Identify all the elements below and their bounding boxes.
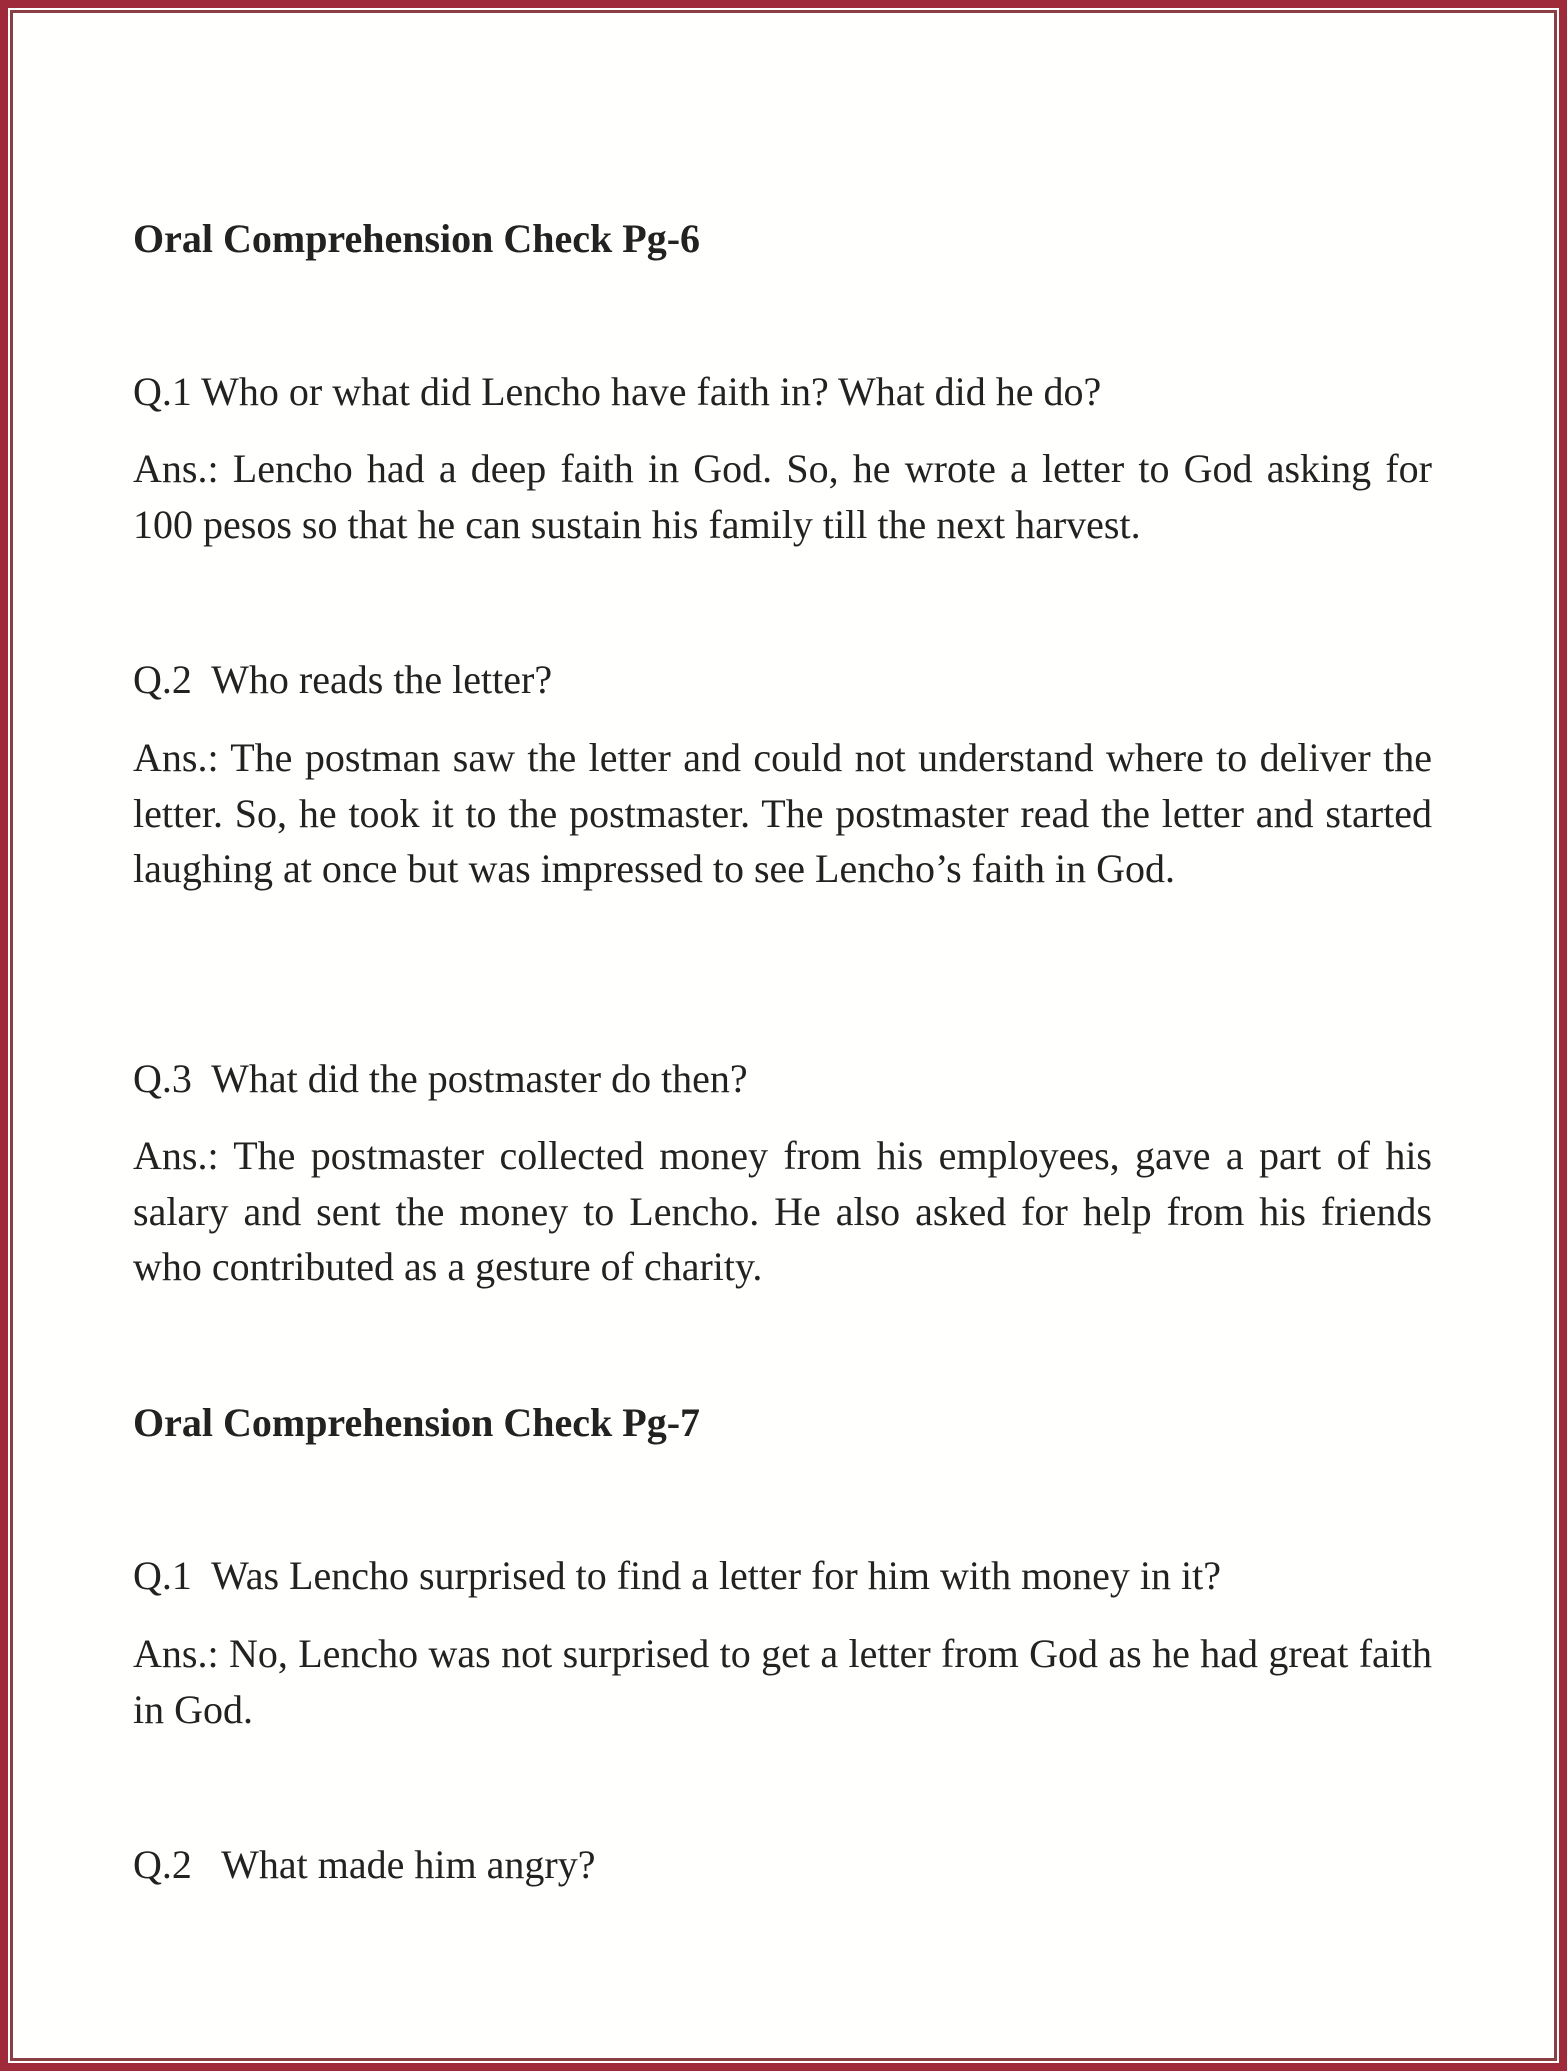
question-1-pg7: Q.1 Was Lencho surprised to find a letter for him with money in it? — [133, 1553, 1222, 1598]
section-heading-pg7: Oral Comprehension Check Pg-7 — [133, 1400, 701, 1445]
answer-1: Ans.: Lencho had a deep faith in God. So, he wrote a letter to God asking for 100 pesos so that he can sustain his family till the next harvest. — [133, 446, 1432, 547]
answer-1-pg7: Ans.: No, Lencho was not surprised to get a letter from God as he had great faith in God. — [133, 1631, 1432, 1732]
question-3: Q.3 What did the postmaster do then? — [133, 1056, 748, 1101]
question-1: Q.1 Who or what did Lencho have faith in? What did he do? — [133, 369, 1102, 414]
page-content — [10, 10, 1557, 2061]
section-heading-pg6: Oral Comprehension Check Pg-6 — [133, 216, 701, 261]
question-2-pg7: Q.2 What made him angry? — [133, 1842, 596, 1887]
answer-2: Ans.: The postman saw the letter and could not understand where to deliver the letter. So, he took it to the postmaster. The postmaster read the letter and started laughing at once but was impressed to see Lencho’s faith in God. — [133, 735, 1432, 891]
answer-3: Ans.: The postmaster collected money from his employees, gave a part of his salary and sent the money to Lencho. He also asked for help from his friends who contributed as a gesture of charity. — [133, 1133, 1432, 1289]
question-2: Q.2 Who reads the letter? — [133, 657, 553, 702]
